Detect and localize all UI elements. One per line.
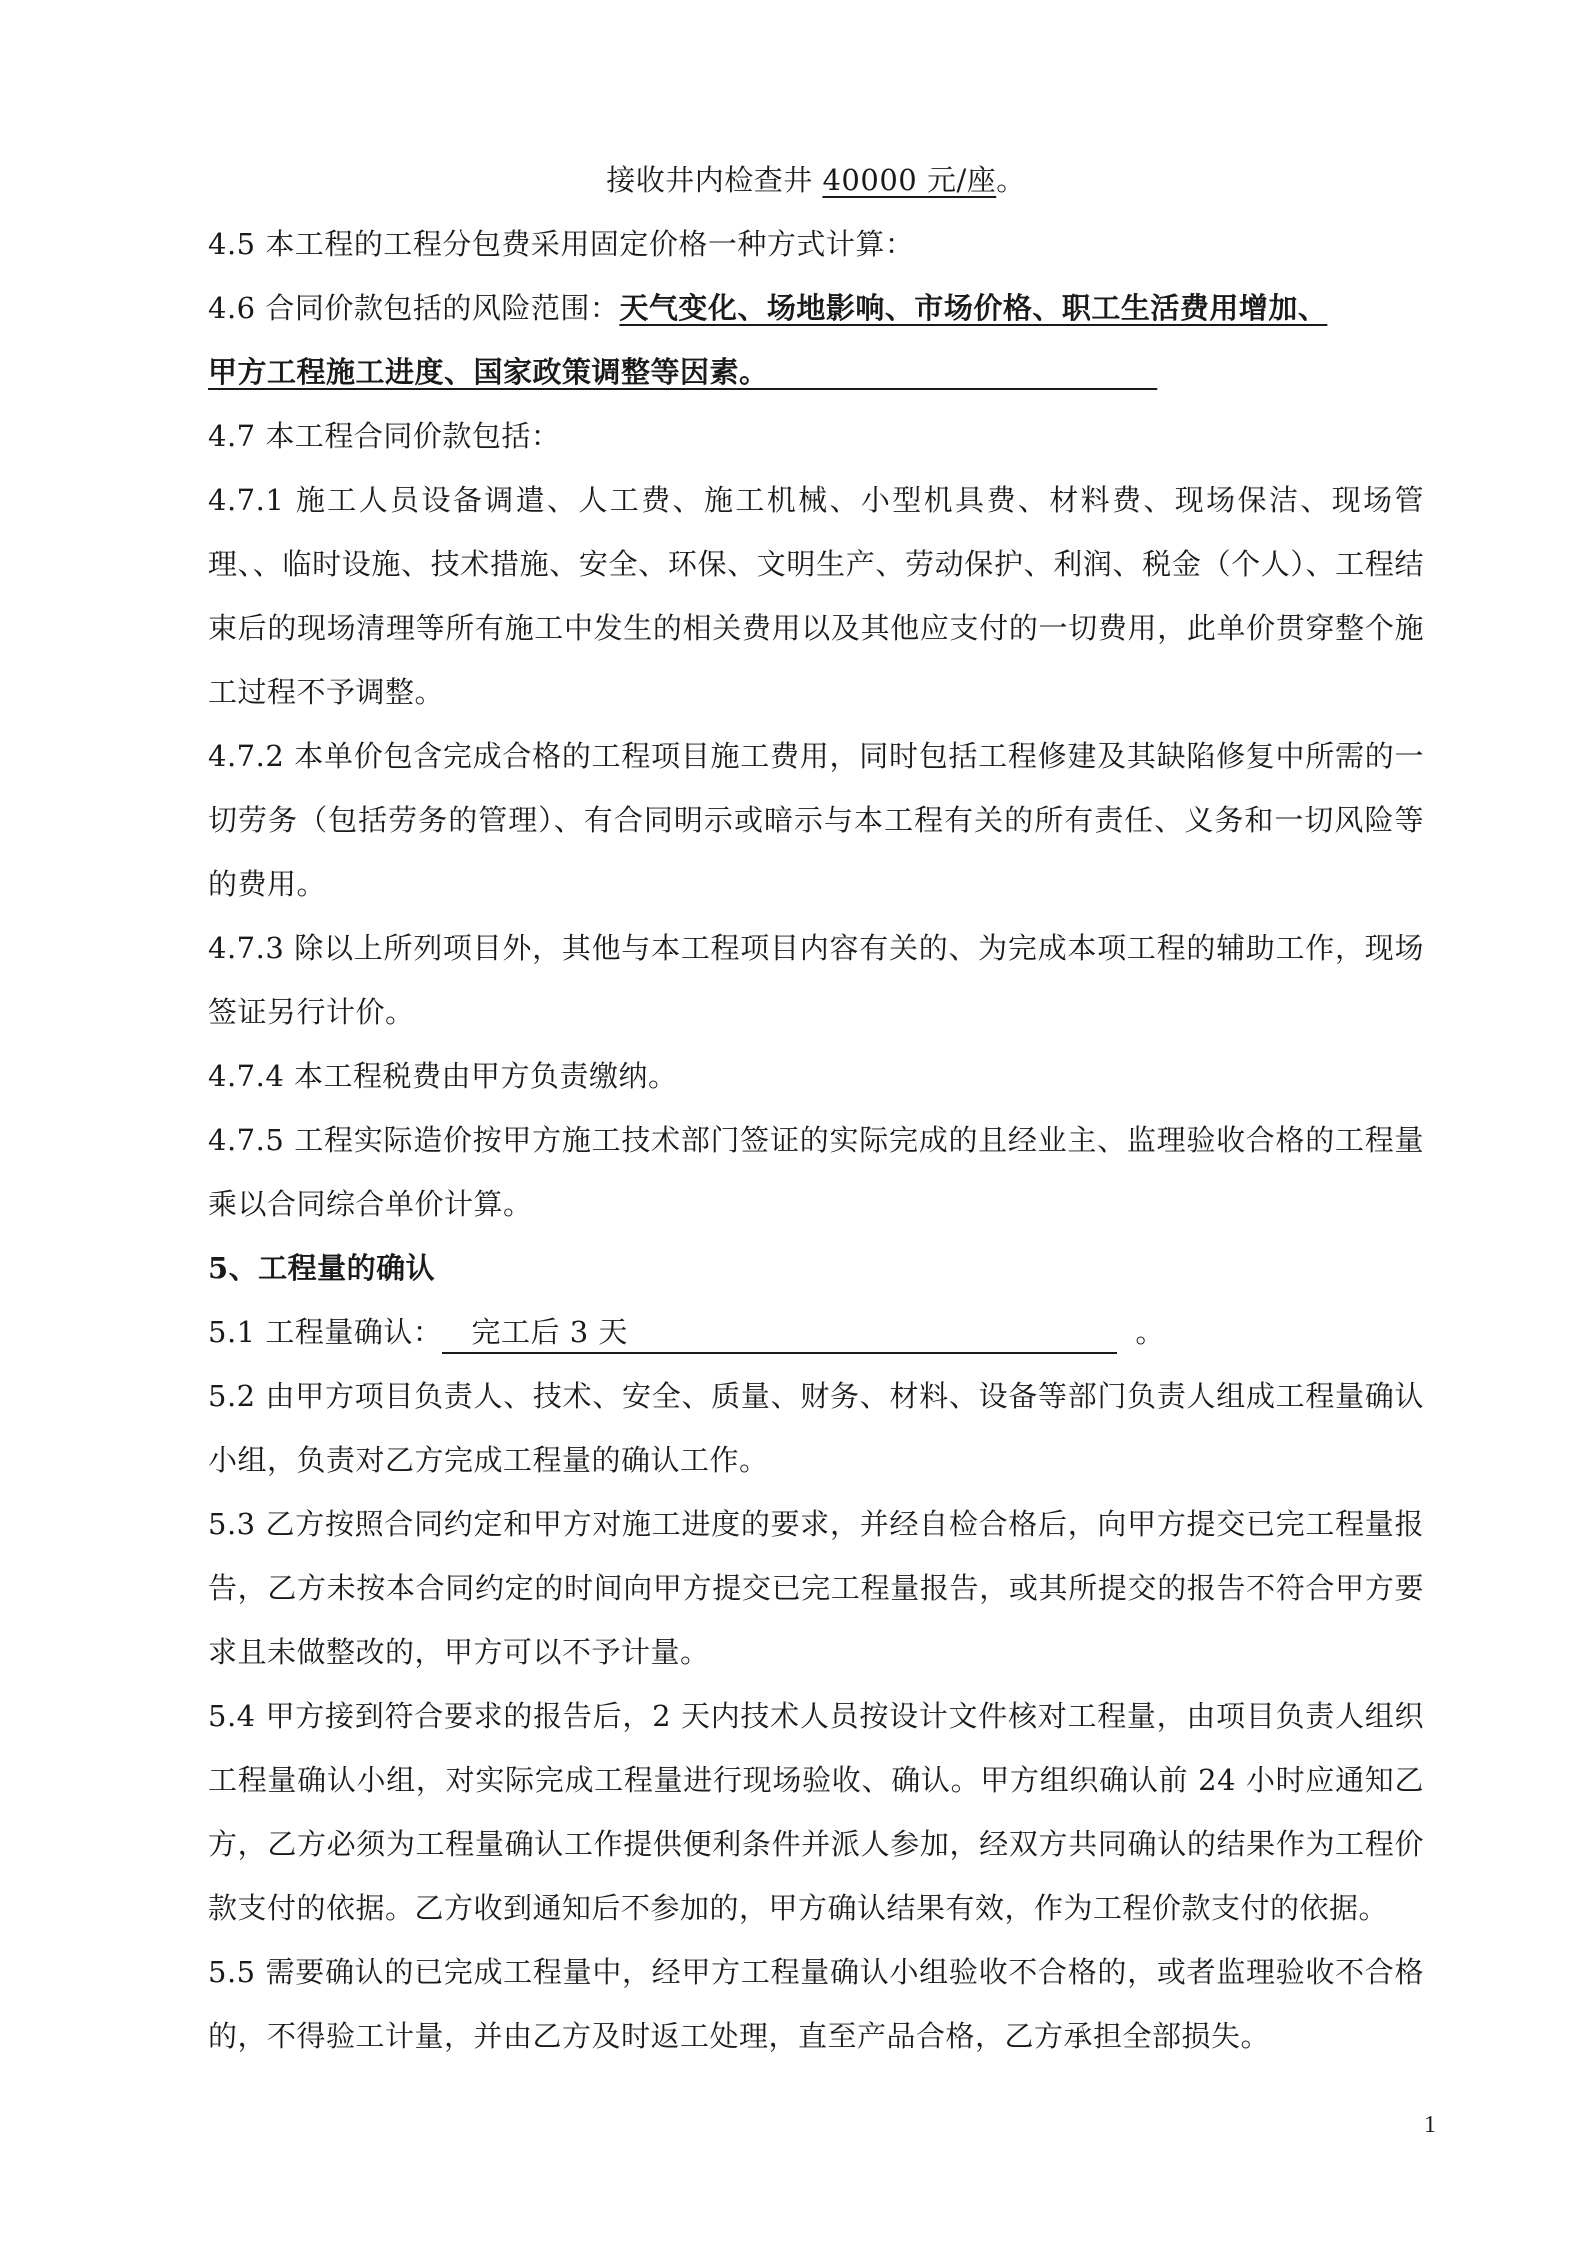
- clause-5-1: [208, 1300, 1424, 1364]
- clause-4-7-3: 4.7.3 除以上所列项目外，其他与本工程项目内容有关的、为完成本项工程的辅助工作，现场签证另行计价。: [208, 931, 1424, 1029]
- clause-5-4: 5.4 甲方接到符合要求的报告后，2 天内技术人员按设计文件核对工程量，由项目负责人组织工程量确认小组，对实际完成工程量进行现场验收、确认。甲方组织确认前 24 小时应通知乙方，乙方必须为工程量确认工作提供便利条件并派人参加，经双方共同确认的结果作为工程价款支付的依据。乙方收到通知后不参加的，甲方确认结果有效，作为工程价款支付的依据。: [208, 1699, 1424, 1925]
- clause-5-1-label: 5.1 工程量确认：: [208, 1315, 443, 1349]
- clause-4-5: 4.5 本工程的工程分包费采用固定价格一种方式计算：: [208, 227, 915, 261]
- clause-4-7-1: 4.7.1 施工人员设备调遣、人工费、施工机械、小型机具费、材料费、现场保洁、现场管理、、临时设施、技术措施、安全、环保、文明生产、劳动保护、利润、税金（个人）、工程结束后的现场清理等所有施工中发生的相关费用以及其他应支付的一切费用，此单价贯穿整个施工过程不予调整。: [208, 483, 1424, 709]
- clause-4-6-risks-line1: 天气变化、场地影响、市场价格、职工生活费用增加、: [619, 291, 1328, 325]
- page-number: 1: [1424, 2112, 1436, 2138]
- clause-4-7: 4.7 本工程合同价款包括：: [208, 419, 561, 453]
- clause-4-7-4: 4.7.4 本工程税费由甲方负责缴纳。: [208, 1059, 678, 1093]
- clause-5-1-suffix: 。: [1135, 1315, 1165, 1349]
- document-body: [208, 148, 1424, 2068]
- inspection-well-label: 接收井内检查井: [606, 163, 823, 197]
- clause-5-1-value: 完工后 3 天: [471, 1315, 628, 1349]
- clause-4-6-continued: [208, 340, 1424, 404]
- clause-4-6: [208, 276, 1424, 340]
- clause-5-5: 5.5 需要确认的已完成工程量中，经甲方工程量确认小组验收不合格的，或者监理验收不合格的，不得验工计量，并由乙方及时返工处理，直至产品合格，乙方承担全部损失。: [208, 1955, 1424, 2053]
- inspection-well-amount: 40000 元/座: [822, 163, 997, 197]
- clause-4-6-underline-fill: [769, 355, 1158, 389]
- clause-5-3: 5.3 乙方按照合同约定和甲方对施工进度的要求，并经自检合格后，向甲方提交已完工程量报告，乙方未按本合同约定的时间向甲方提交已完工程量报告，或其所提交的报告不符合甲方要求且未做整改的，甲方可以不予计量。: [208, 1507, 1424, 1669]
- clause-4-6-label: 4.6 合同价款包括的风险范围：: [208, 291, 620, 325]
- inspection-well-price-line: [208, 148, 1424, 212]
- inspection-well-period: 。: [996, 163, 1026, 197]
- clause-5-2: 5.2 由甲方项目负责人、技术、安全、质量、财务、材料、设备等部门负责人组成工程量确认小组，负责对乙方完成工程量的确认工作。: [208, 1379, 1424, 1477]
- section-5-title: 5、工程量的确认: [208, 1251, 436, 1285]
- clause-5-1-blank: [442, 1312, 1117, 1354]
- clause-4-7-5: 4.7.5 工程实际造价按甲方施工技术部门签证的实际完成的且经业主、监理验收合格的工程量乘以合同综合单价计算。: [208, 1123, 1424, 1221]
- clause-4-7-2: 4.7.2 本单价包含完成合格的工程项目施工费用，同时包括工程修建及其缺陷修复中所需的一切劳务（包括劳务的管理）、有合同明示或暗示与本工程有关的所有责任、义务和一切风险等的费用。: [208, 739, 1424, 901]
- clause-4-6-risks-line2: 甲方工程施工进度、国家政策调整等因素。: [208, 355, 769, 389]
